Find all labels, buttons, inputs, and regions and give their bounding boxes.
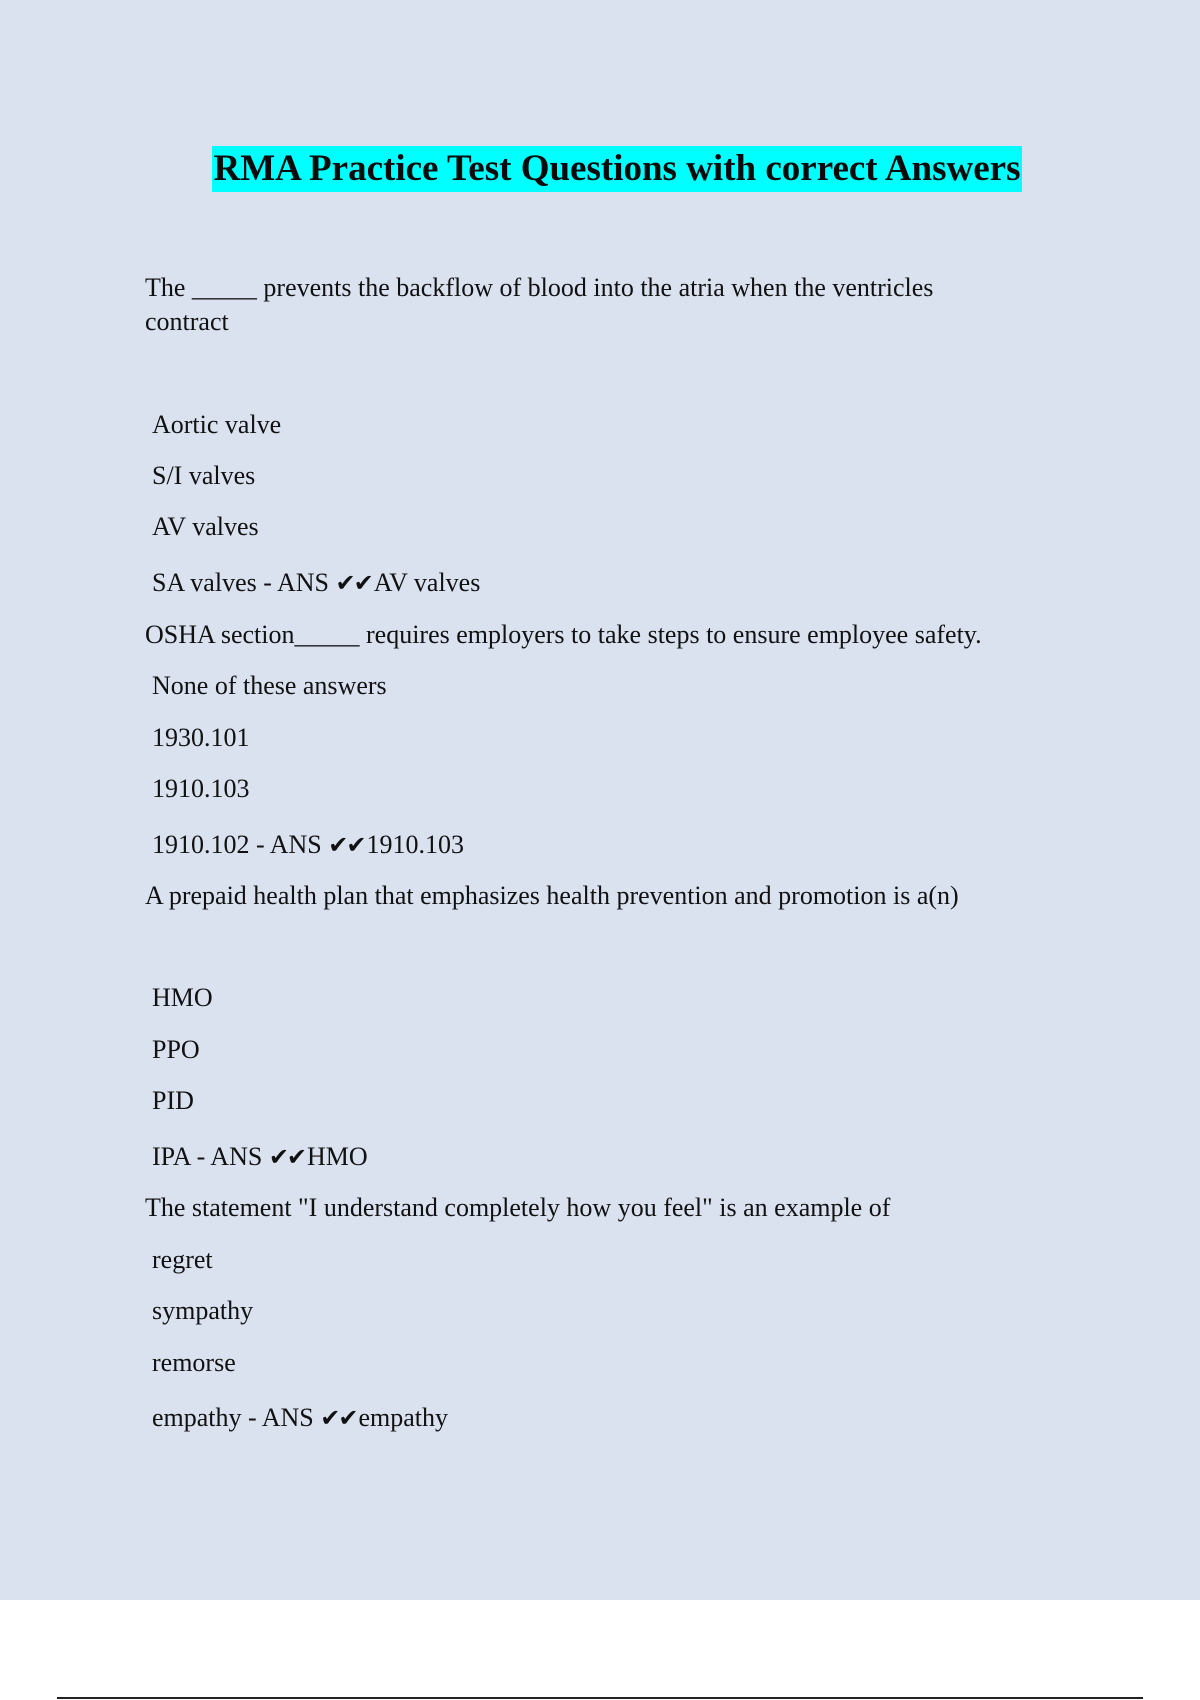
option-remorse: remorse [152,1348,236,1377]
option-1910-103: 1910.103 [152,774,250,803]
option-none-of-these: None of these answers [152,671,387,700]
answer-line-3 [152,1140,368,1174]
option-regret: regret [152,1245,213,1274]
checkmark-icon: ✔✔ [335,569,372,597]
question-1-line-1: The _____ prevents the backflow of blood into the atria when the ventricles [145,273,934,302]
question-4: The statement "I understand completely how you feel" is an example of [145,1193,891,1222]
option-si-valves: S/I valves [152,461,256,490]
answer-option-text: 1910.102 - ANS [152,830,329,859]
question-1-line-2: contract [145,307,229,336]
option-aortic-valve: Aortic valve [152,410,282,439]
title-container [0,146,1200,192]
answer-text: 1910.103 [366,830,464,859]
option-pid: PID [152,1086,194,1115]
option-ppo: PPO [152,1035,200,1064]
answer-option-text: IPA - ANS [152,1142,269,1171]
checkmark-icon: ✔✔ [320,1404,357,1432]
option-av-valves: AV valves [152,512,259,541]
question-3: A prepaid health plan that emphasizes health prevention and promotion is a(n) [145,881,959,910]
answer-option-text: empathy - ANS [152,1403,321,1432]
answer-text: AV valves [373,568,481,597]
checkmark-icon: ✔✔ [328,831,365,859]
answer-option-text: SA valves - ANS [152,568,336,597]
option-hmo: HMO [152,983,213,1012]
question-2: OSHA section_____ requires employers to take steps to ensure employee safety. [145,620,982,649]
option-1930-101: 1930.101 [152,723,250,752]
answer-text: empathy [358,1403,449,1432]
footer-divider [57,1697,1143,1699]
option-sympathy: sympathy [152,1296,254,1325]
checkmark-icon: ✔✔ [268,1143,306,1171]
answer-line-4 [152,1401,448,1435]
answer-line-1 [152,566,480,600]
answer-text: HMO [307,1142,368,1171]
page-title: RMA Practice Test Questions with correct Answers [212,146,1021,192]
answer-line-2 [152,828,464,862]
